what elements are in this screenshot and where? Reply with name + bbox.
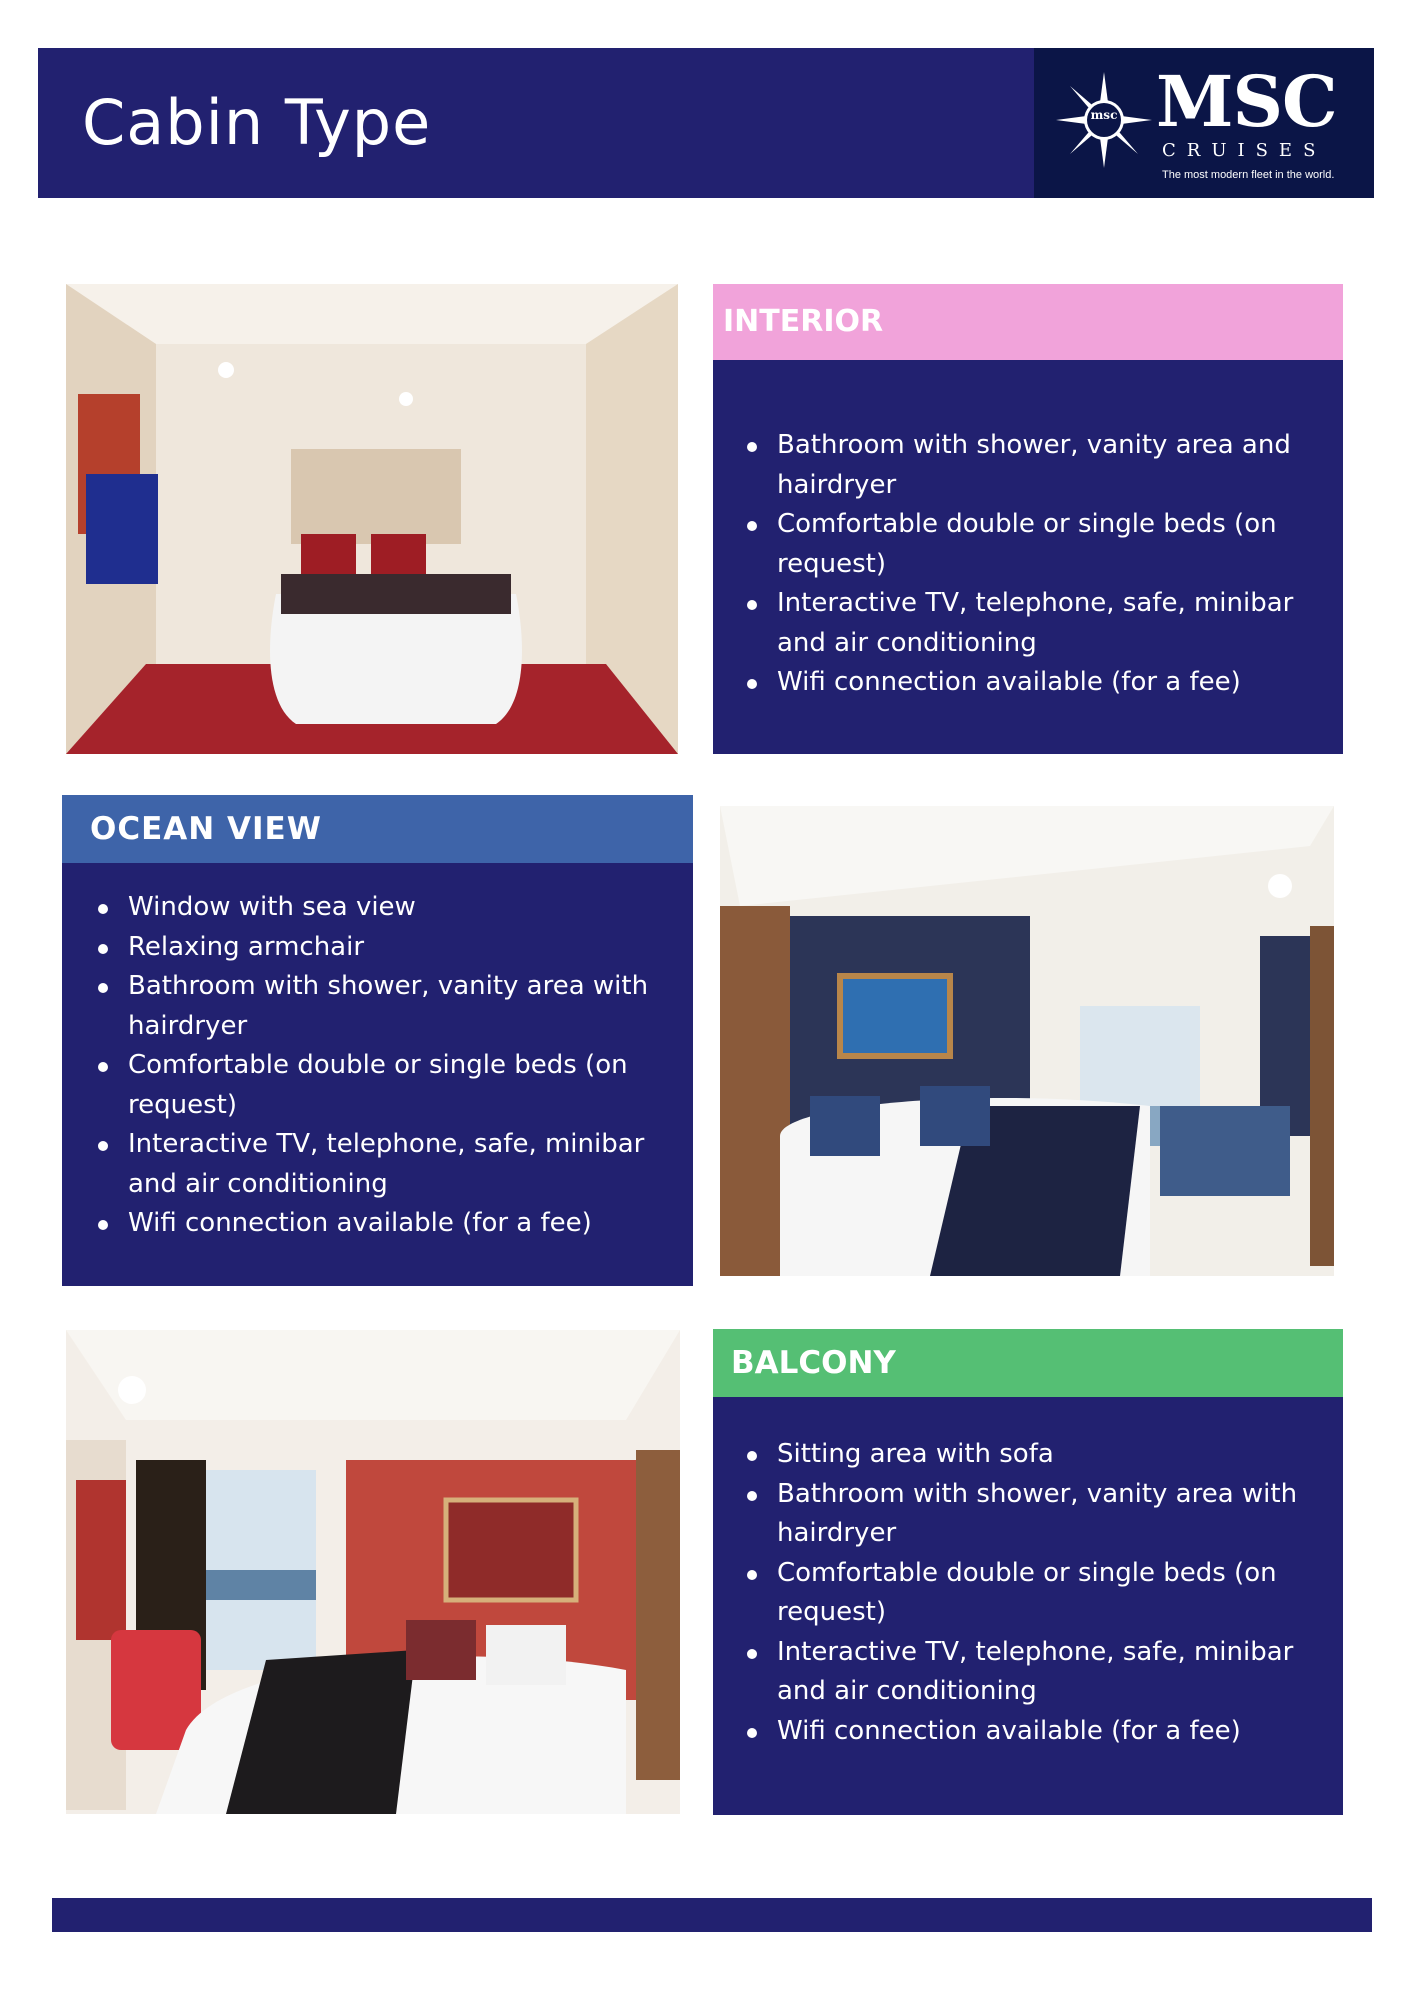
page-title: Cabin Type xyxy=(82,86,432,159)
feature-item: Wifi connection available (for a fee) xyxy=(743,663,1333,703)
feature-item: Wifi connection available (for a fee) xyxy=(743,1712,1333,1752)
feature-item: Bathroom with shower, vanity area with hairdryer xyxy=(94,967,684,1046)
feature-item: Interactive TV, telephone, safe, minibar and air conditioning xyxy=(743,584,1333,663)
feature-item: Sitting area with sofa xyxy=(743,1435,1333,1475)
interior-cabin-photo xyxy=(66,284,678,754)
interior-features-card xyxy=(713,360,1343,754)
balcony-feature-list xyxy=(743,1435,1333,1751)
footer-bar xyxy=(52,1898,1372,1932)
balcony-heading: BALCONY xyxy=(713,1329,1343,1397)
feature-item: Interactive TV, telephone, safe, minibar and air conditioning xyxy=(743,1633,1333,1712)
logo-subline: CRUISES xyxy=(1162,140,1327,161)
logo-tagline: The most modern fleet in the world. xyxy=(1162,169,1335,181)
balcony-cabin-photo xyxy=(66,1330,680,1814)
feature-item: Comfortable double or single beds (on request) xyxy=(94,1046,684,1125)
feature-item: Wifi connection available (for a fee) xyxy=(94,1204,684,1244)
msc-cruises-logo xyxy=(1034,48,1374,198)
feature-item: Relaxing armchair xyxy=(94,928,684,968)
feature-item: Interactive TV, telephone, safe, minibar and air conditioning xyxy=(94,1125,684,1204)
ocean-view-cabin-photo xyxy=(720,806,1334,1276)
feature-item: Comfortable double or single beds (on request) xyxy=(743,1554,1333,1633)
logo-wordmark: MSC xyxy=(1156,60,1337,143)
compass-emblem-icon xyxy=(1054,70,1154,170)
ocean-view-feature-list xyxy=(94,888,684,1244)
balcony-features-card xyxy=(713,1397,1343,1815)
emblem-letters: msc xyxy=(1090,108,1118,122)
feature-item: Bathroom with shower, vanity area with hairdryer xyxy=(743,1475,1333,1554)
page-header xyxy=(38,48,1374,198)
ocean-view-heading: OCEAN VIEW xyxy=(62,795,693,863)
feature-item: Bathroom with shower, vanity area and hairdryer xyxy=(743,426,1333,505)
interior-feature-list xyxy=(743,426,1333,703)
ocean-view-features-card xyxy=(62,863,693,1286)
feature-item: Comfortable double or single beds (on request) xyxy=(743,505,1333,584)
feature-item: Window with sea view xyxy=(94,888,684,928)
interior-heading: INTERIOR xyxy=(713,284,1343,360)
